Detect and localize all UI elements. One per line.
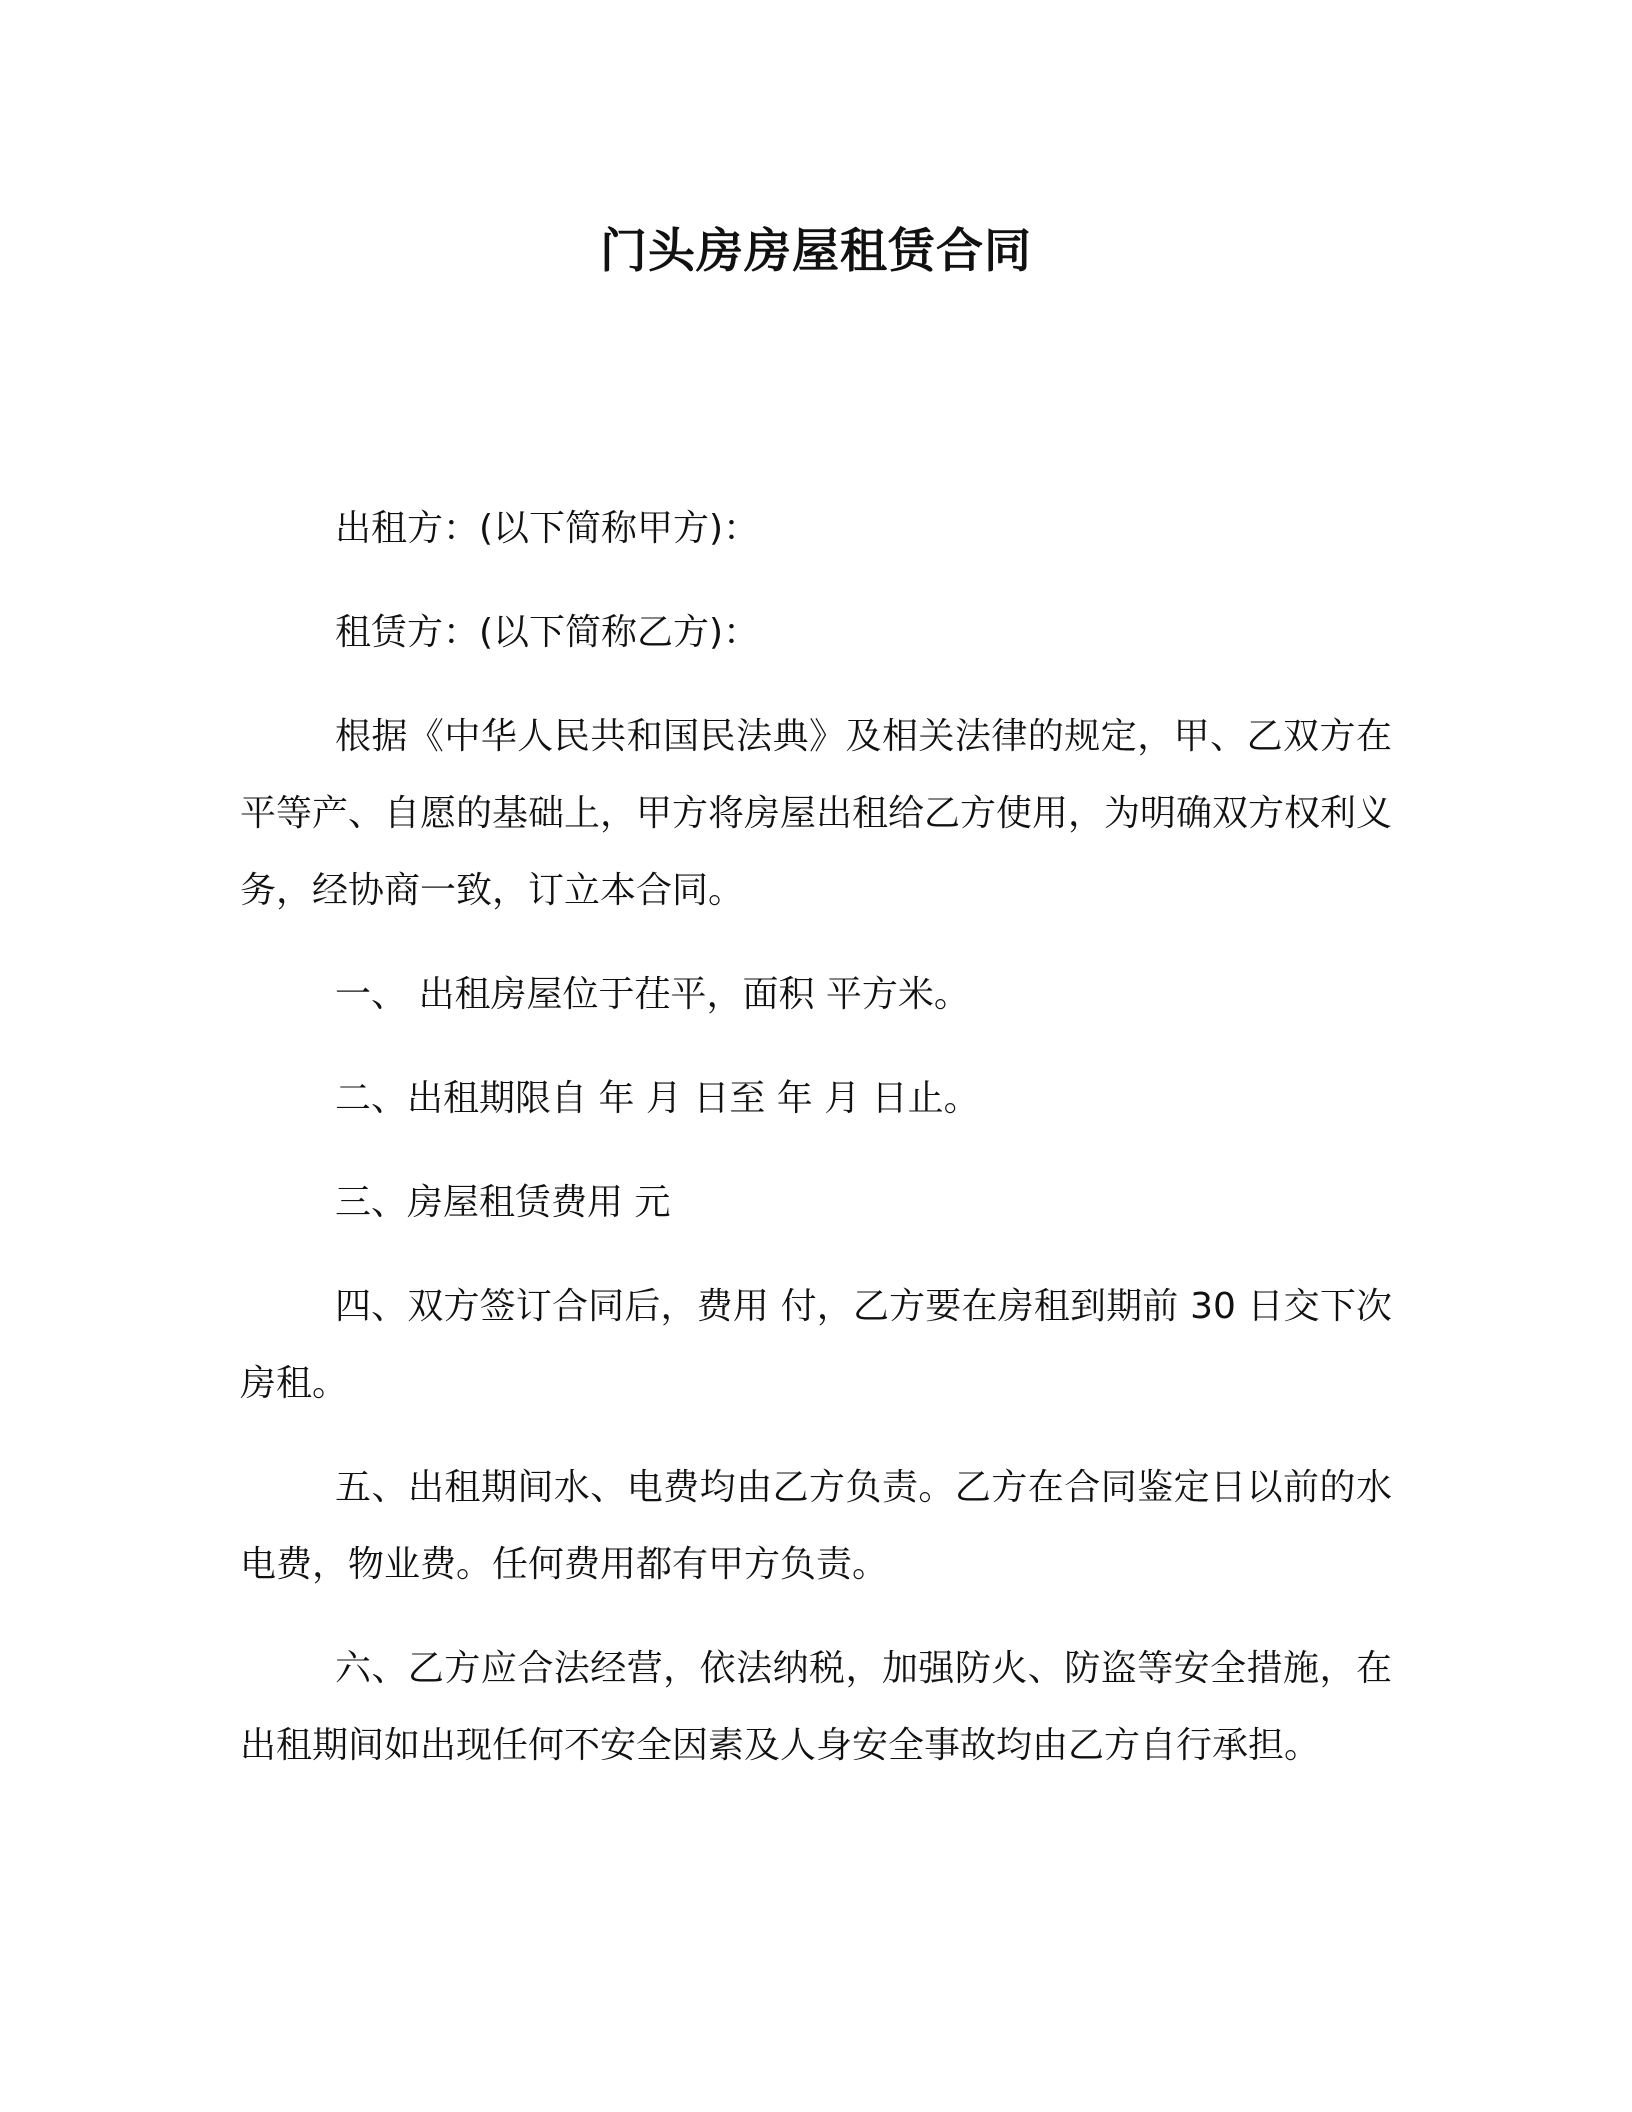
lessee-line: 租赁方：(以下简称乙方)： <box>335 612 760 653</box>
clause-4: 四、双方签订合同后，费用 付，乙方要在房租到期前 30 日交下次房租。 <box>240 1286 1392 1404</box>
clause-5: 五、出租期间水、电费均由乙方负责。乙方在合同鉴定日以前的水电费，物业费。任何费用都有甲方负责。 <box>240 1467 1392 1585</box>
clause-6: 六、乙方应合法经营，依法纳税，加强防火、防盗等安全措施，在出租期间如出现任何不安全因素及人身安全事故均由乙方自行承担。 <box>240 1648 1392 1766</box>
clause-2: 二、出租期限自 年 月 日至 年 月 日止。 <box>335 1078 980 1119</box>
clause-1: 一、 出租房屋位于茌平，面积 平方米。 <box>335 974 970 1015</box>
preamble-paragraph: 根据《中华人民共和国民法典》及相关法律的规定，甲、乙双方在平等产、自愿的基础上，甲方将房屋出租给乙方使用，为明确双方权利义务，经协商一致，订立本合同。 <box>240 716 1393 911</box>
document-body <box>240 490 1392 1811</box>
document-title: 门头房房屋租赁合同 <box>600 224 1032 279</box>
clause-3: 三、房屋租赁费用 元 <box>335 1182 671 1223</box>
lessor-line: 出租方：(以下简称甲方)： <box>335 508 760 549</box>
